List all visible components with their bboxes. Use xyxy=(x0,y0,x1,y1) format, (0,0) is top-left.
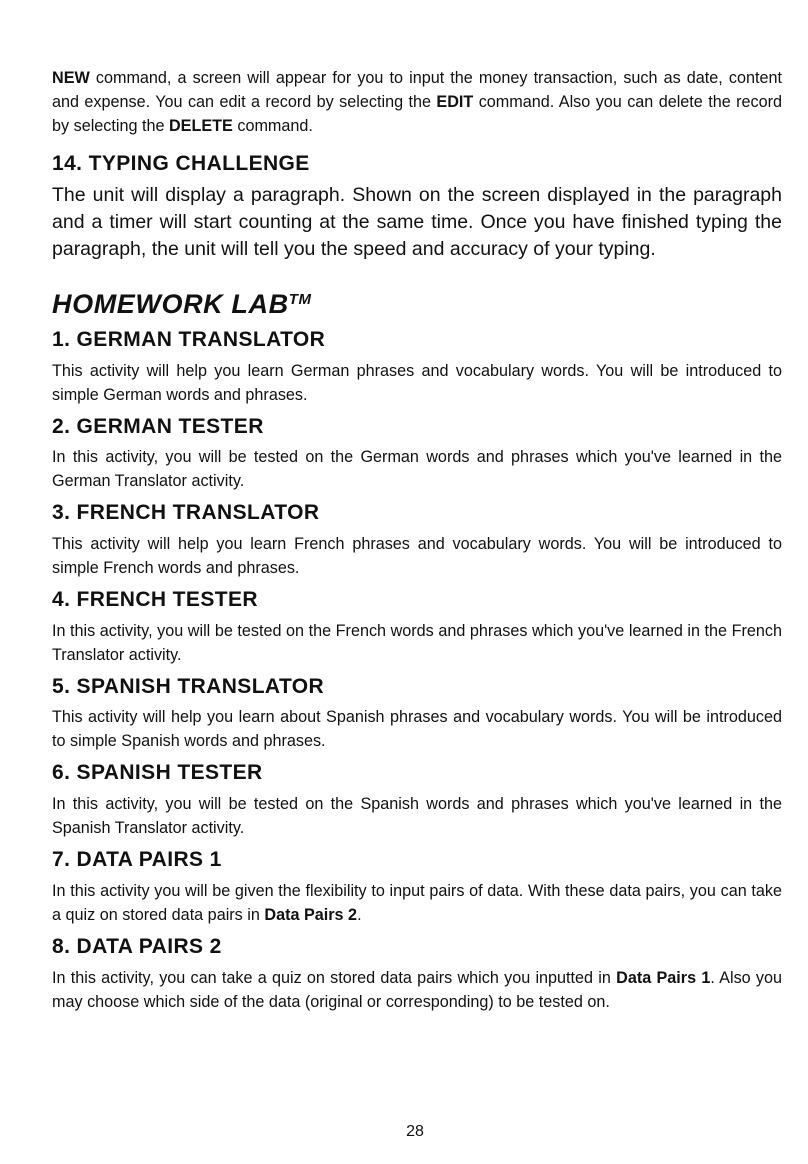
data-pairs-2-body: In this activity, you can take a quiz on stored data pairs which you inputted in xyxy=(52,969,611,987)
item-text: In this activity, you will be tested on the French words and phrases which you've learned in the French Translator activity. xyxy=(52,622,782,664)
data-pairs-2-end: . Also you may choose which side of the data (original or corresponding) to be tested on. xyxy=(52,969,783,1011)
item-text: In this activity, you will be tested on the Spanish words and phrases which you've learned in the Spanish Translator activity. xyxy=(52,795,782,837)
data-pairs-2-heading: 8. DATA PAIRS 2 xyxy=(52,935,222,958)
data-pairs-1-heading: 7. DATA PAIRS 1 xyxy=(52,848,222,871)
data-pairs-1-text xyxy=(52,879,782,927)
item-text: This activity will help you learn about Spanish phrases and vocabulary words. You will be introduced to simple Spanish words and phrases. xyxy=(52,708,782,750)
document-page xyxy=(52,66,782,1014)
intro-text-3: command. xyxy=(237,117,313,135)
item-text: This activity will help you learn German phrases and vocabulary words. You will be introduced to simple German words and phrases. xyxy=(52,362,782,404)
page-number: 28 xyxy=(406,1123,424,1140)
item-heading: 2. GERMAN TESTER xyxy=(52,415,264,438)
intro-text-1: command, a screen will appear for you to input the money transaction, such as date, content and expense. You can edit a record by selecting the xyxy=(52,69,782,111)
new-command: NEW xyxy=(52,69,90,87)
data-pairs-2-text xyxy=(52,966,782,1014)
data-pairs-2-ref: Data Pairs 2 xyxy=(264,906,358,924)
data-pairs-1-end: . xyxy=(357,906,362,924)
item-heading: 5. SPANISH TRANSLATOR xyxy=(52,675,325,698)
section-title-text: HOMEWORK LAB xyxy=(52,289,289,319)
item-heading: 4. FRENCH TESTER xyxy=(52,588,258,611)
section-title xyxy=(52,289,782,320)
item-heading: 3. FRENCH TRANSLATOR xyxy=(52,501,320,524)
intro-text-2: command. Also you can delete the record by selecting the xyxy=(52,93,783,135)
data-pairs-1-ref: Data Pairs 1 xyxy=(616,969,711,987)
item-heading: 6. SPANISH TESTER xyxy=(52,761,263,784)
edit-command: EDIT xyxy=(436,93,474,111)
item-text: This activity will help you learn French phrases and vocabulary words. You will be introduced to simple French words and phrases. xyxy=(52,535,782,577)
intro-paragraph xyxy=(52,66,782,138)
trademark-mark: TM xyxy=(288,291,312,308)
item-text: In this activity, you will be tested on the German words and phrases which you've learned in the German Translator activity. xyxy=(52,448,782,490)
delete-command: DELETE xyxy=(168,117,233,135)
typing-challenge-text: The unit will display a paragraph. Shown on the screen displayed in the paragraph and a timer will start counting at the same time. Once you have finished typing the paragraph, the unit will tell you the speed and accuracy of your typing. xyxy=(52,184,782,260)
item-heading: 1. GERMAN TRANSLATOR xyxy=(52,328,326,351)
data-pairs-1-body: In this activity you will be given the flexibility to input pairs of data. With these data pairs, you can take a quiz on stored data pairs in xyxy=(52,882,782,924)
typing-challenge-heading: 14. TYPING CHALLENGE xyxy=(52,152,310,175)
